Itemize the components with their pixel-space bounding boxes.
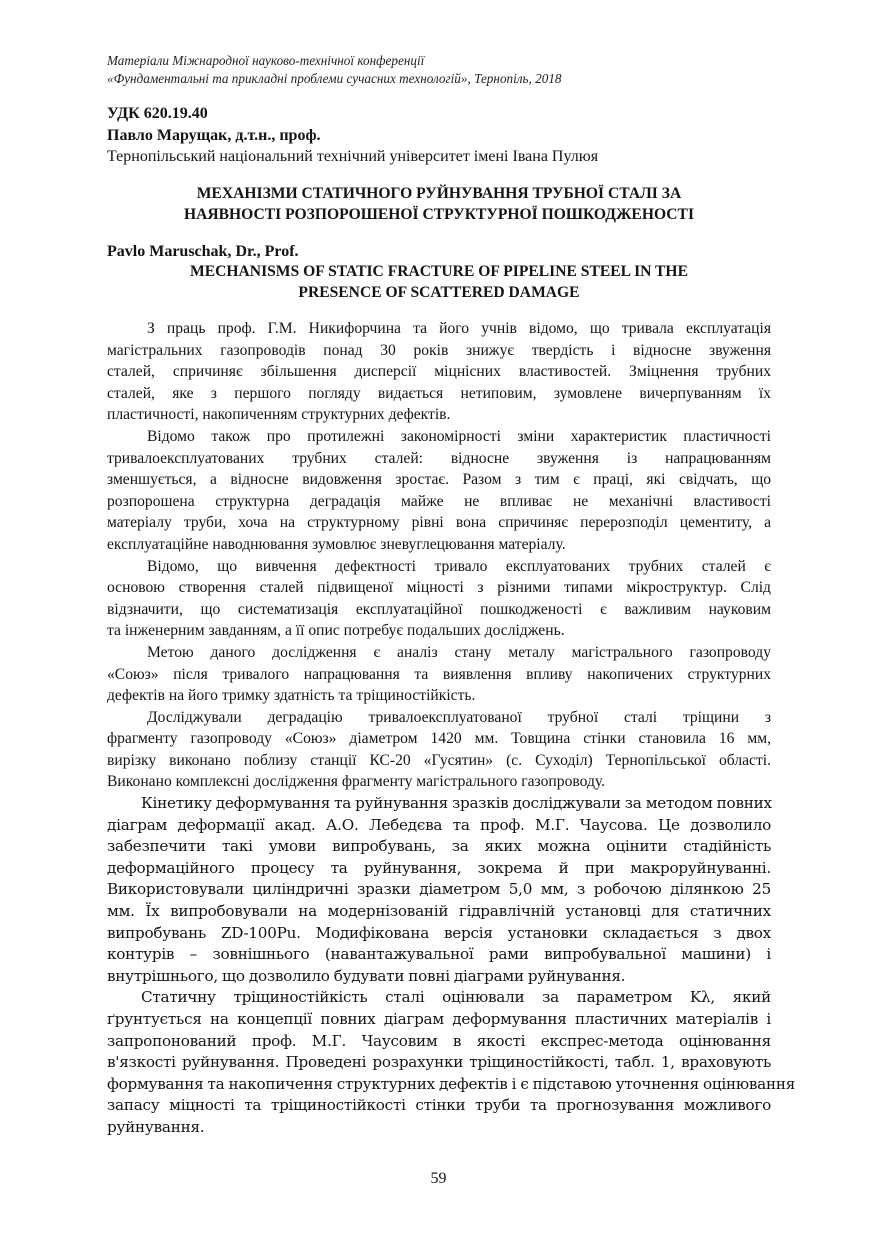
paper-title-english (107, 261, 771, 303)
paragraph-line: З праць проф. Г.М. Никифорчина та його учнів відомо, що тривала експлуатація (147, 320, 771, 337)
udc-code: УДК 620.19.40 (107, 105, 208, 122)
paper-title-ukrainian (107, 183, 771, 225)
paragraph-line: формування та накопичення структурних дефектів і є підставою уточнення оцінювання (107, 1074, 796, 1093)
paragraph-line: основою створення сталей підвищеної міцності з різними типами мікроструктур. Слід (107, 579, 771, 597)
paragraph-line: Виконано комплексні дослідження фрагменту магістрального газопроводу. (107, 773, 606, 791)
paragraph-line: розпорошена структурна деградація майже не впливає не механічні властивості (107, 492, 771, 510)
paragraph-line: внутрішнього, що дозволило будувати повні діаграми руйнування. (107, 966, 626, 985)
paragraph-line: деформаційного процесу та руйнування, зокрема й при макроруйнуванні. (107, 858, 771, 877)
paragraph-line: в'язкості руйнування. Проведені розрахунки тріщиностійкості, табл. 1, враховують (107, 1053, 771, 1072)
title-line: MECHANISMS OF STATIC FRACTURE OF PIPELINE STEEL IN THE (190, 263, 688, 280)
paragraph-line: запропонований проф. М.Г. Чаусовим в якості експрес-метода оцінювання (107, 1031, 771, 1050)
body-paragraph (107, 793, 771, 987)
conference-header (107, 52, 777, 88)
title-line: НАЯВНОСТІ РОЗПОРОШЕНОЇ СТРУКТУРНОЇ ПОШКОДЖЕНОСТІ (183, 206, 695, 223)
author-affiliation: Тернопільський національний технічний університет імені Івана Пулюя (107, 148, 599, 165)
paragraph-line: відзначити, що систематизація експлуатаційної пошкодженості є важливим науковим (107, 600, 771, 618)
conference-header-line: Матеріали Міжнародної науково-технічної конференції (107, 53, 425, 68)
paragraph-line: мм. Їх випробовували на модернізованій гідравлічній установці для статичних (107, 902, 771, 921)
page-number: 59 (430, 1170, 447, 1187)
paragraph-line: Кінетику деформування та руйнування зразків досліджували за методом повних (141, 794, 772, 813)
paragraph-line: Відомо також про протилежні закономірності зміни характеристик пластичності (147, 427, 771, 445)
paragraph-line: та інженерним завданням, а її опис потребує подальших досліджень. (107, 622, 565, 640)
body-paragraph (107, 426, 771, 556)
paragraph-line: магістральних газопроводів понад 30 років знижує твердість і відносне звуження (107, 341, 771, 359)
body-paragraph (107, 987, 796, 1138)
author-name-english: Pavlo Maruschak, Dr., Prof. (107, 243, 299, 260)
paragraph-line: сталей, яке з першого погляду видається нетиповим, зумовлене вичерпуванням їх (107, 384, 771, 402)
paragraph-line: «Союз» після тривалого напрацювання та виявлення впливу накопичених структурних (107, 665, 771, 683)
conference-header-line: «Фундаментальні та прикладні проблеми сучасних технологій», Тернопіль, 2018 (107, 71, 562, 86)
paragraph-line: випробувань ZD-100Pu. Модифікована версія установки складається з двох (107, 923, 771, 942)
paragraph-line: забезпечити такі умови випробувань, за яких можна оцінити стадійність (107, 837, 771, 856)
paragraph-line: експлуатаційне наводнювання зумовлює зневуглецювання матеріалу. (107, 535, 566, 553)
body-paragraph (107, 642, 771, 707)
paragraph-line: Відомо, що вивчення дефектності тривало експлуатованих трубних сталей є (147, 557, 771, 575)
paragraph-line: фрагменту газопроводу «Союз» діаметром 1420 мм. Товщина стінки становила 16 мм, (107, 730, 771, 748)
paragraph-line: діаграм деформації акад. А.О. Лебедєва та проф. М.Г. Чаусова. Це дозволило (107, 815, 771, 834)
title-line: МЕХАНІЗМИ СТАТИЧНОГО РУЙНУВАННЯ ТРУБНОЇ СТАЛІ ЗА (196, 185, 682, 202)
paragraph-line: ґрунтується на концепції повних діаграм деформування пластичних матеріалів і (107, 1010, 771, 1028)
paragraph-line: Досліджували деградацію тривалоексплуатованої трубної сталі тріщини з (147, 708, 771, 726)
body-text (107, 318, 796, 1139)
body-paragraph (107, 556, 771, 642)
paragraph-line: дефектів на його тримку здатність та тріщиностійкість. (107, 687, 476, 705)
title-line: PRESENCE OF SCATTERED DAMAGE (298, 284, 580, 301)
body-paragraph (107, 707, 771, 793)
paragraph-line: пластичності, накопиченням структурних дефектів. (107, 406, 451, 424)
author-name-ukrainian: Павло Марущак, д.т.н., проф. (107, 127, 321, 144)
paragraph-line: зменшується, а відносне видовження зростає. Разом з тим є праці, які свідчать, що (107, 471, 771, 489)
paragraph-line: руйнування. (107, 1117, 205, 1136)
paragraph-line: запасу міцності та тріщиностійкості стінки труби та прогнозування можливого (107, 1096, 771, 1115)
paragraph-line: тривалоексплуатованих трубних сталей: відносне звуження із напрацюванням (107, 449, 771, 467)
paragraph-line: матеріалу труби, хоча на структурному рівні вона спричиняє перерозподіл цементиту, а (107, 514, 771, 532)
paragraph-line: Метою даного дослідження є аналіз стану металу магістрального газопроводу (147, 643, 771, 661)
paragraph-line: сталей, спричиняє збільшення дисперсії міцнісних властивостей. Зміцнення трубних (107, 363, 771, 381)
body-paragraph (107, 318, 771, 426)
paragraph-line: Статичну тріщиностійкість сталі оцінювали за параметром Kλ, який (141, 988, 771, 1007)
paragraph-line: вирізку виконано поблизу станції КС-20 «Гусятин» (с. Суходіл) Тернопільської області. (107, 751, 771, 769)
paragraph-line: Використовували циліндричні зразки діаметром 5,0 мм, з робочою ділянкою 25 (107, 880, 771, 899)
paragraph-line: контурів – зовнішнього (навантажувальної рами випробувальної машини) і (107, 945, 771, 964)
